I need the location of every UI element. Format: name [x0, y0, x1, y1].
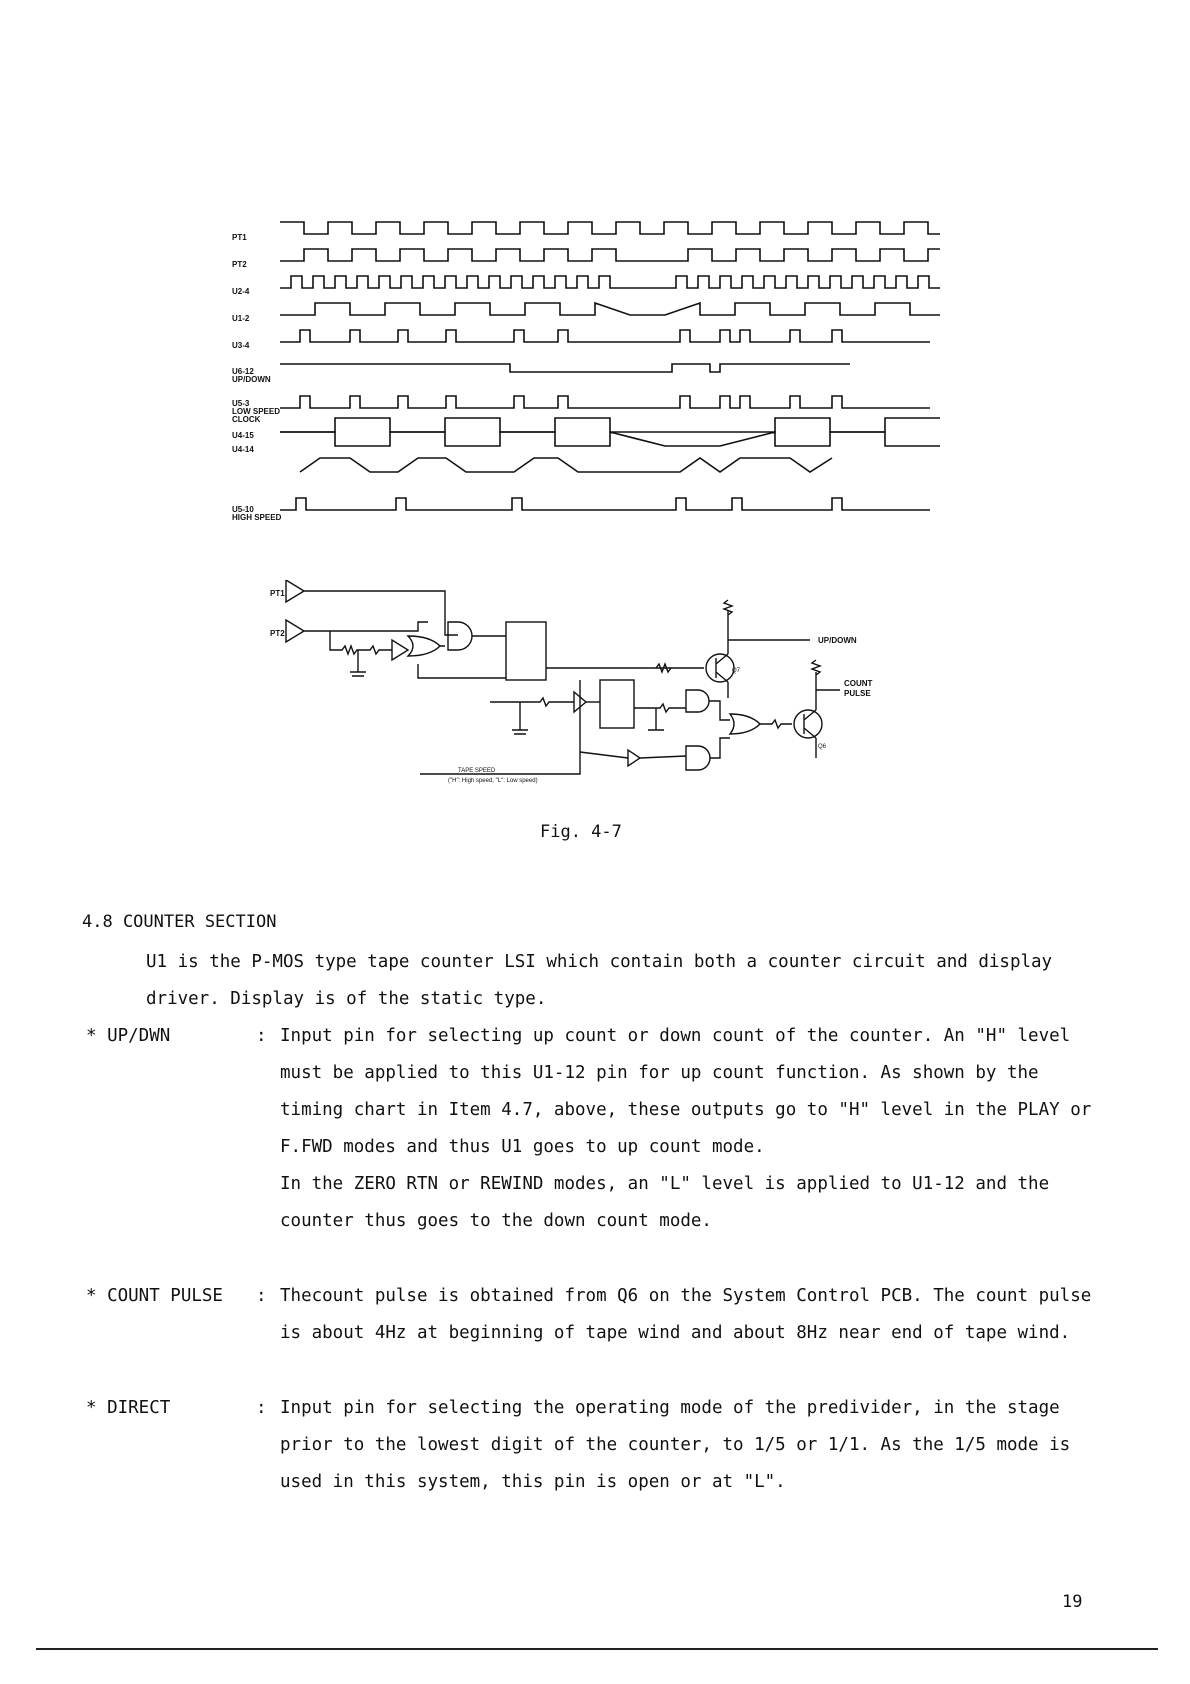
signal-label-pt1: PT1 [232, 233, 247, 242]
wave-u4-14 [280, 432, 940, 446]
wave-u4-combined [300, 458, 832, 472]
section-intro [86, 944, 1086, 1018]
circuit-schematic [220, 580, 940, 800]
pt2-buffer-symbol [286, 620, 304, 642]
definition-direct [86, 1390, 1106, 1501]
signal-label-clock: CLOCK [232, 415, 261, 424]
wave-low-speed-clock [280, 396, 930, 408]
definition-text-updwn: Input pin for selecting up count or down count of the counter. An "H" level must be applied to this U1-12 pin for up count function. As shown by the timing chart in Item 4.7, above, these outputs go to "H" level in the PLAY or F.FWD modes and thus U1 goes to up count mode. [280, 1026, 1092, 1157]
signal-label-u4-15: U4-15 [232, 431, 254, 440]
schem-tape-speed-note: ("H": High speed, "L": Low speed) [448, 778, 538, 784]
definition-colon: : [256, 1026, 267, 1046]
definition-text-direct: Input pin for selecting the operating mode of the predivider, in the stage prior to the lowest digit of the counter, to 1/5 or 1/1. As the 1/5 mode is used in this system, this pin is open or at "L". [280, 1398, 1071, 1492]
definition-term-updwn: * UP/DWN [86, 1026, 171, 1046]
definition-updwn [86, 1018, 1106, 1240]
flip-flop-6 [506, 622, 546, 680]
signal-label-u5-10: U5-10 [232, 505, 254, 514]
figure-caption: Fig. 4-7 [540, 822, 622, 842]
signal-label-u2-4: U2-4 [232, 287, 250, 296]
schem-tape-speed: TAPE SPEED [458, 768, 496, 774]
schem-output-pulse: PULSE [844, 689, 871, 698]
wave-u2-4 [280, 276, 940, 288]
footer-rule [36, 1648, 1158, 1650]
page-number: 19 [1062, 1592, 1083, 1612]
wave-u4-15 [280, 418, 940, 432]
definition-term-count-pulse: * COUNT PULSE [86, 1286, 223, 1306]
definition-text2-updwn: In the ZERO RTN or REWIND modes, an "L" level is applied to U1-12 and the counter thus goes to the down count mode. [280, 1174, 1050, 1231]
transistor-q6 [794, 710, 822, 738]
pt1-buffer-symbol [286, 580, 304, 602]
signal-label-pt2: PT2 [232, 260, 247, 269]
signal-label-u1-2: U1-2 [232, 314, 250, 323]
gate-5-or [730, 714, 760, 734]
schem-q6-label: Q6 [818, 744, 827, 750]
gate-1 [392, 640, 408, 660]
transistor-q7 [706, 654, 734, 682]
wave-updown [280, 364, 850, 372]
timing-labels [232, 233, 282, 520]
signal-label-u4-14: U4-14 [232, 445, 254, 454]
definition-term-direct: * DIRECT [86, 1398, 171, 1418]
gate-3 [448, 622, 472, 650]
schem-input-pt2: PT2 [270, 629, 285, 638]
gate-2 [408, 636, 440, 656]
tape-speed-inverter [628, 750, 640, 766]
signal-label-u5-3: U5-3 [232, 399, 250, 408]
wave-u5-10-high-speed [280, 498, 930, 510]
gate-5-upper [686, 690, 709, 712]
definition-text-count-pulse: Thecount pulse is obtained from Q6 on the System Control PCB. The count pulse is about 4Hz at beginning of tape wind and about 8Hz near end of tape wind. [280, 1286, 1092, 1343]
section-heading: 4.8 COUNTER SECTION [82, 912, 277, 932]
signal-label-low-speed: LOW SPEED [232, 407, 281, 416]
definition-colon: : [256, 1398, 267, 1418]
wave-u3-4 [280, 330, 930, 342]
signal-label-high-speed: HIGH SPEED [232, 513, 282, 520]
schem-input-pt1: PT1 [270, 589, 285, 598]
schem-q7-label: Q7 [732, 668, 741, 674]
wave-pt2 [280, 249, 940, 261]
wave-pt1 [280, 222, 940, 234]
intro-text: U1 is the P-MOS type tape counter LSI which contain both a counter circuit and display driver. Display is of the static type. [146, 952, 1053, 1009]
schem-output-count: COUNT [844, 679, 873, 688]
gate-5-lower [686, 746, 710, 770]
signal-label-updown: UP/DOWN [232, 375, 271, 384]
wave-u1-2 [280, 303, 940, 315]
signal-label-u3-4: U3-4 [232, 341, 250, 350]
waveforms [280, 222, 940, 510]
signal-label-u6-12: U6-12 [232, 367, 254, 376]
flip-flop-4 [600, 680, 634, 728]
timing-chart [220, 220, 960, 520]
schem-output-updown: UP/DOWN [818, 636, 857, 645]
definition-count-pulse [86, 1278, 1106, 1352]
definition-colon: : [256, 1286, 267, 1306]
